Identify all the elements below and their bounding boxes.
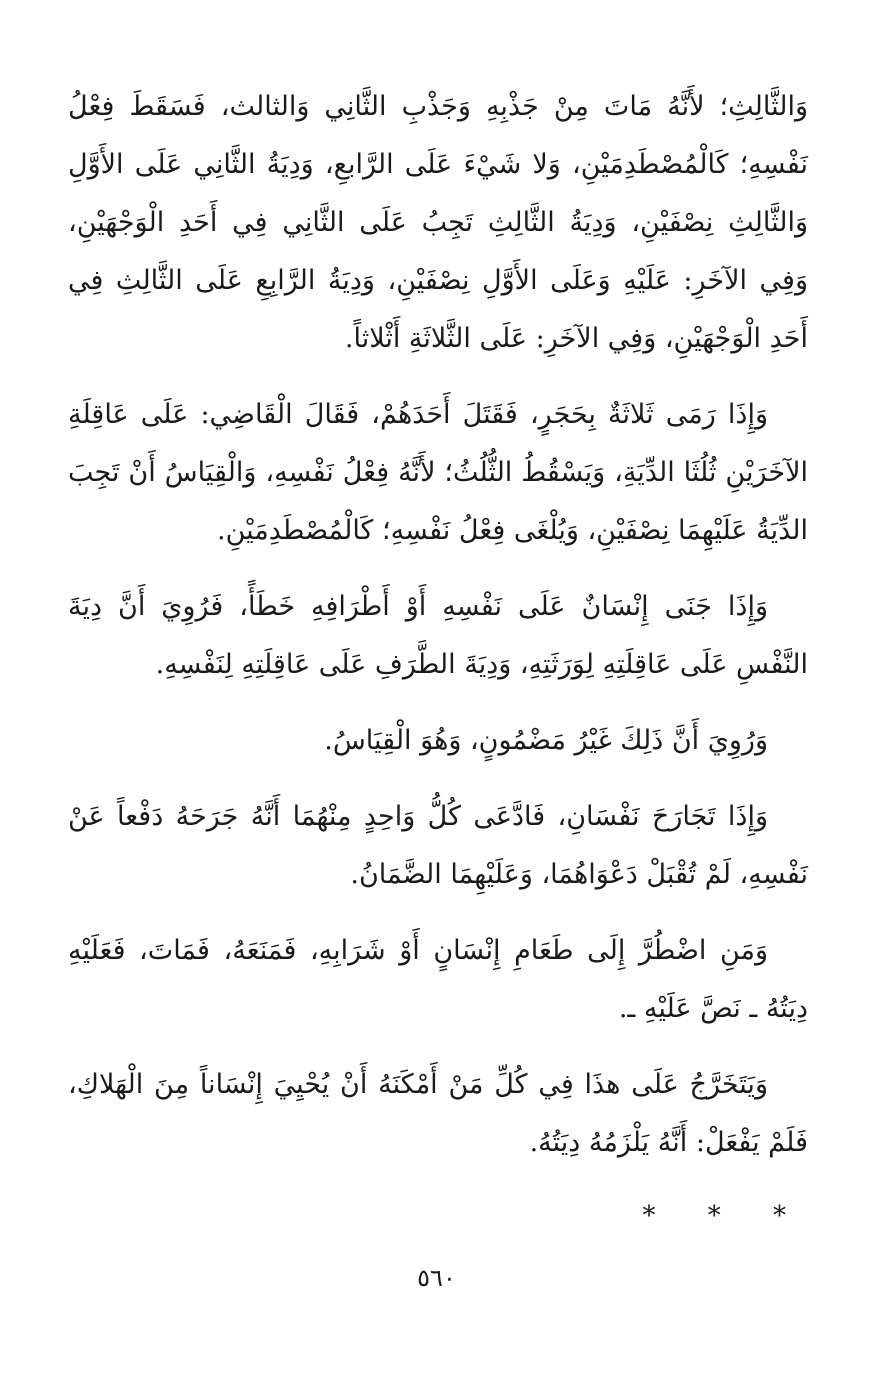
paragraph-2: وَإِذَا رَمَى ثَلاثَةٌ بِحَجَرٍ، فَقَتَلَ أَحَدَهُمْ، فَقَالَ الْقَاضِي: عَلَى عَاقِلَةِ الآخَرَيْنِ ثُلُثَا الدِّيَةِ، وَيَسْقُطُ الثُّلُثُ؛ لأَنَّهُ فِعْلُ نَفْسِهِ، وَالْقِيَاسُ أَنْ تَجِبَ الدِّيَةُ عَلَيْهِمَا نِصْفَيْنِ، وَيُلْغَى فِعْلُ نَفْسِهِ؛ كَالْمُصْطَدِمَيْنِ. (68, 399, 808, 546)
paragraph-6: وَمَنِ اضْطُرَّ إِلَى طَعَامِ إِنْسَانٍ أَوْ شَرَابِهِ، فَمَنَعَهُ، فَمَاتَ، فَعَلَيْهِ دِيَتُهُ ـ نَصَّ عَلَيْهِ ـ. (68, 935, 808, 1024)
paragraph-1: وَالثَّالِثِ؛ لأَنَّهُ مَاتَ مِنْ جَذْبِهِ وَجَذْبِ الثَّانِي وَالثالث، فَسَقَطَ فِعْلُ نَفْسِهِ؛ كَالْمُصْطَدِمَيْنِ، وَلا شَيْءَ عَلَى الرَّابعِ، وَدِيَةُ الثَّانِي عَلَى الأَوَّلِ وَالثَّالِثِ نِصْفَيْنِ، وَدِيَةُ الثَّالِثِ تَجِبُ عَلَى الثَّانِي فِي أَحَدِ الْوَجْهَيْنِ، وَفِي الآخَرِ: عَلَيْهِ وَعَلَى الأَوَّلِ نِصْفَيْنِ، وَدِيَةُ الرَّابِعِ عَلَى الثَّالِثِ فِي أَحَدِ الْوَجْهَيْنِ، وَفِي الآخَرِ: عَلَى الثَّلاثَةِ أَثْلاثاً. (68, 91, 808, 354)
paragraph-4: وَرُوِيَ أَنَّ ذَلِكَ غَيْرُ مَضْمُونٍ، وَهُوَ الْقِيَاسُ. (324, 725, 768, 756)
section-separator: * * * (642, 1201, 808, 1231)
paragraph-5: وَإِذَا تَجَارَحَ نَفْسَانِ، فَادَّعَى كُلُّ وَاحِدٍ مِنْهُمَا أَنَّهُ جَرَحَهُ دَفْعاً عَنْ نَفْسِهِ، لَمْ تُقْبَلْ دَعْوَاهُمَا، وَعَلَيْهِمَا الضَّمَانُ. (68, 801, 808, 890)
page-number: ٥٦٠ (417, 1264, 456, 1292)
page-body (68, 78, 808, 1236)
paragraph-3: وَإِذَا جَنَى إِنْسَانٌ عَلَى نَفْسِهِ أَوْ أَطْرَافِهِ خَطَأً، فَرُوِيَ أَنَّ دِيَةَ النَّفْسِ عَلَى عَاقِلَتِهِ لِوَرَثَتِهِ، وَدِيَةَ الطَّرَفِ عَلَى عَاقِلَتِهِ لِنَفْسِهِ. (68, 591, 808, 680)
paragraph-7: وَيَتَخَرَّجُ عَلَى هذَا فِي كُلِّ مَنْ أَمْكَنَهُ أَنْ يُحْيِيَ إِنْسَاناً مِنَ الْهَلاكِ، فَلَمْ يَفْعَلْ: أَنَّهُ يَلْزَمُهُ دِيَتُهُ. (68, 1069, 808, 1158)
